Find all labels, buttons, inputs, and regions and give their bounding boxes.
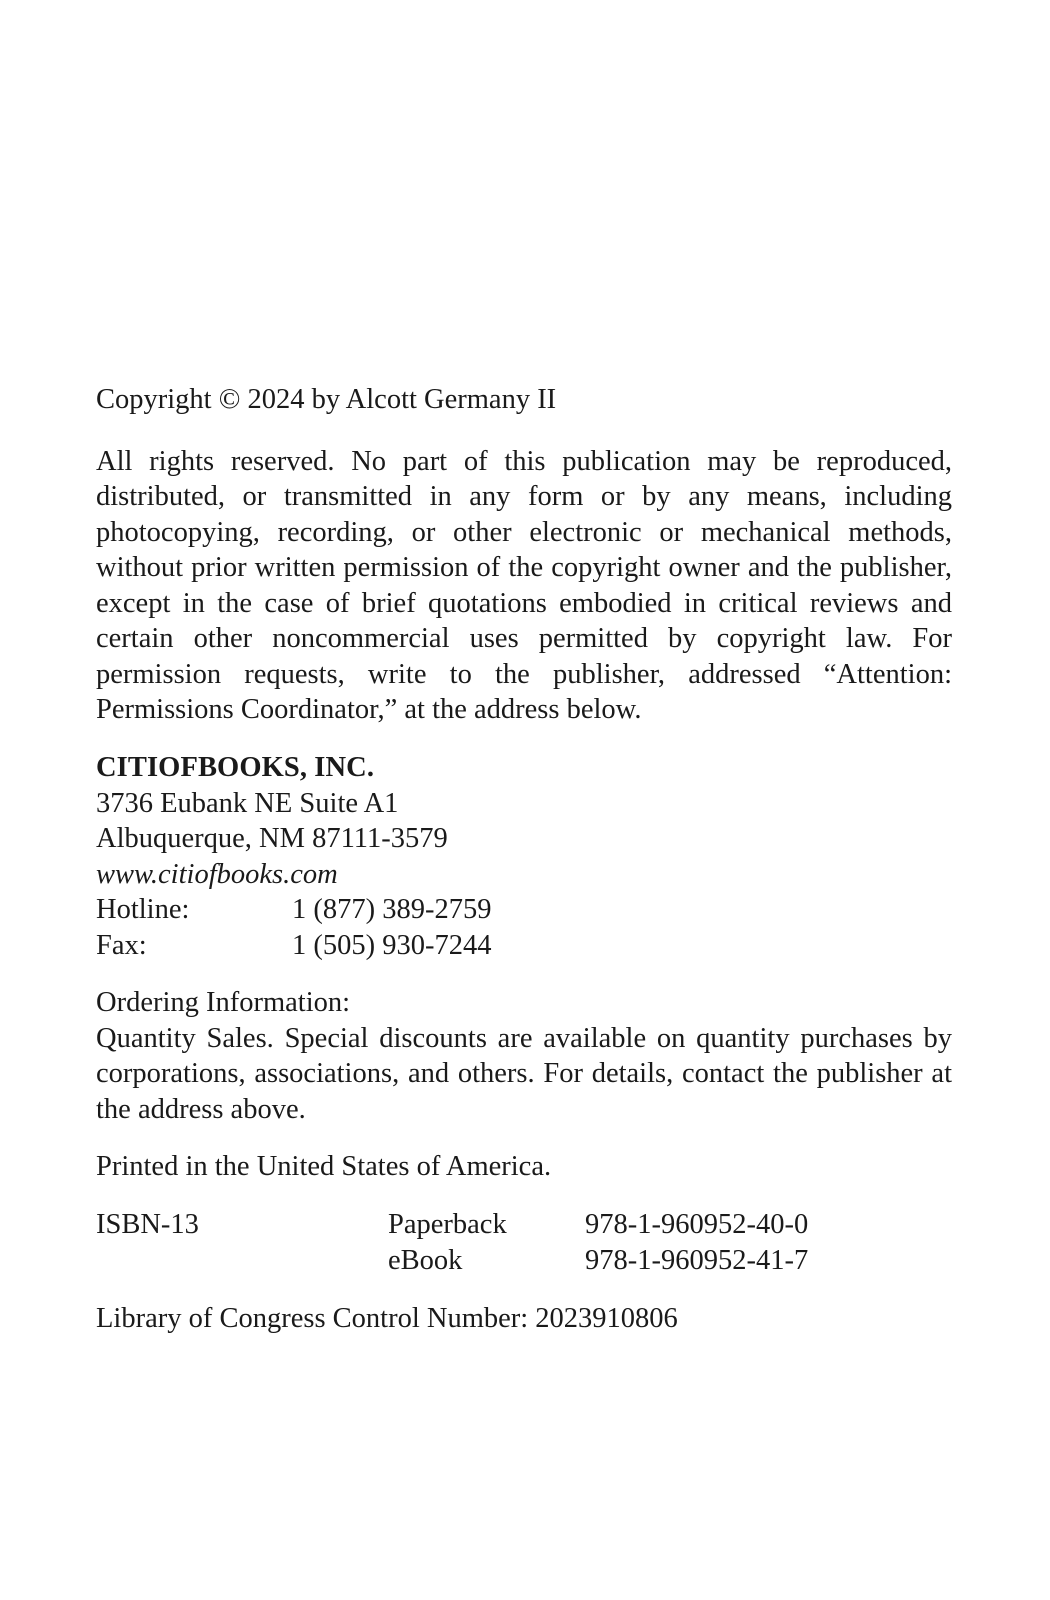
copyright-page-content bbox=[96, 382, 952, 1336]
hotline-number: 1 (877) 389-2759 bbox=[292, 894, 492, 925]
spacer bbox=[96, 1127, 952, 1149]
ordering-information-paragraph: Quantity Sales. Special discounts are available on quantity purchases by corporations, associations, and others. For details, contact the publisher at the address above. bbox=[96, 1022, 952, 1125]
isbn-row-paperback bbox=[96, 1207, 952, 1243]
spacer bbox=[96, 418, 952, 444]
isbn-number-ebook: 978-1-960952-41-7 bbox=[585, 1244, 809, 1276]
fax-label: Fax: bbox=[96, 929, 147, 961]
publisher-name: CITIOFBOOKS, INC. bbox=[96, 751, 375, 783]
isbn-format-ebook: eBook bbox=[388, 1244, 463, 1276]
isbn-row-ebook bbox=[96, 1243, 952, 1279]
publisher-street-address: 3736 Eubank NE Suite A1 bbox=[96, 787, 399, 819]
library-of-congress-control-number: Library of Congress Control Number: 2023910806 bbox=[96, 1302, 678, 1334]
spacer bbox=[96, 1185, 952, 1207]
isbn-table bbox=[96, 1207, 952, 1279]
publisher-city-state-zip: Albuquerque, NM 87111-3579 bbox=[96, 823, 448, 854]
all-rights-reserved-paragraph: All rights reserved. No part of this publication may be reproduced, distributed, or transmitted in any form or by any means, including photocopying, recording, or other electronic or mechanical methods, without prior written permission of the copyright owner and the publisher, except in the case of brief quotations embodied in critical reviews and certain other noncommercial uses permitted by copyright law. For permission requests, write to the publisher, addressed “Attention: Permissions Coordinator,” at the address below. bbox=[96, 445, 952, 725]
copyright-notice: Copyright © 2024 by Alcott Germany II bbox=[96, 384, 557, 415]
isbn-format-paperback: Paperback bbox=[388, 1208, 507, 1240]
publisher-website[interactable]: www.citiofbooks.com bbox=[96, 858, 338, 890]
isbn-number-paperback: 978-1-960952-40-0 bbox=[585, 1208, 809, 1240]
ordering-information-heading: Ordering Information: bbox=[96, 987, 351, 1018]
spacer bbox=[96, 1279, 952, 1301]
publisher-fax-row bbox=[96, 928, 952, 964]
printed-in-statement: Printed in the United States of America. bbox=[96, 1151, 552, 1182]
hotline-label: Hotline: bbox=[96, 894, 190, 925]
spacer bbox=[96, 963, 952, 985]
publisher-hotline-row bbox=[96, 892, 952, 928]
fax-number: 1 (505) 930-7244 bbox=[292, 929, 492, 961]
isbn-label: ISBN-13 bbox=[96, 1208, 199, 1240]
spacer bbox=[96, 728, 952, 750]
